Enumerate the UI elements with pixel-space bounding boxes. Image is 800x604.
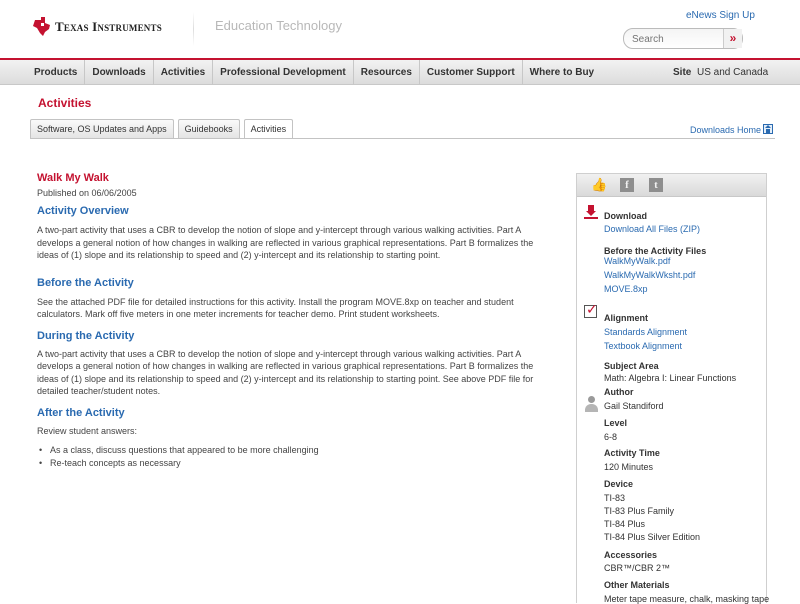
activity-title: Walk My Walk (37, 172, 109, 184)
device-item: TI-84 Plus Silver Edition (604, 532, 701, 542)
download-all-link[interactable]: Download All Files (ZIP) (604, 224, 701, 234)
during-heading: During the Activity (37, 329, 135, 342)
tab-divider (30, 138, 775, 139)
textbook-alignment-link[interactable]: Textbook Alignment (604, 341, 683, 351)
tab-bar (30, 119, 297, 138)
before-heading: Before the Activity (37, 276, 134, 289)
file-link-move-8xp[interactable]: MOVE.8xp (604, 284, 648, 294)
nav-activities[interactable]: Activities (154, 60, 213, 85)
download-icon-base (584, 217, 598, 219)
thumbs-up-icon[interactable]: 👍 (591, 177, 608, 192)
before-files-heading: Before the Activity Files (604, 246, 707, 256)
nav-resources[interactable]: Resources (354, 60, 420, 85)
device-item: TI-84 Plus (604, 519, 646, 529)
ti-logo[interactable] (33, 17, 162, 37)
after-heading: After the Activity (37, 406, 125, 419)
page-title: Activities (38, 96, 92, 110)
author-icon (584, 396, 598, 412)
download-heading: Download (604, 211, 647, 221)
nav-professional-development[interactable]: Professional Development (213, 60, 354, 85)
list-item: • As a class, discuss questions that appeared to be more challenging (37, 444, 537, 457)
search-button[interactable]: » (723, 29, 742, 48)
time-value: 120 Minutes (604, 462, 654, 472)
home-icon[interactable] (763, 124, 773, 134)
enews-signup-link[interactable]: eNews Sign Up (686, 10, 755, 21)
author-heading: Author (604, 387, 634, 397)
device-item: TI-83 (604, 493, 626, 503)
texas-state-icon (33, 17, 51, 37)
after-list (37, 444, 537, 469)
time-heading: Activity Time (604, 448, 660, 458)
nav-products[interactable]: Products (27, 60, 85, 85)
section-name: Education Technology (215, 18, 342, 33)
downloads-home-link[interactable]: Downloads Home (690, 125, 762, 135)
main-nav (0, 58, 800, 85)
tab-activities[interactable]: Activities (244, 119, 294, 139)
author-value: Gail Standiford (604, 401, 664, 411)
share-bar (577, 174, 766, 197)
nav-customer-support[interactable]: Customer Support (420, 60, 523, 85)
file-link-wksht-pdf[interactable]: WalkMyWalkWksht.pdf (604, 270, 696, 280)
search-input[interactable] (632, 32, 722, 46)
published-date: Published on 06/06/2005 (37, 188, 137, 198)
activity-content (37, 172, 537, 469)
header-divider (193, 12, 194, 46)
tab-guidebooks[interactable]: Guidebooks (178, 119, 240, 138)
device-item: TI-83 Plus Family (604, 506, 675, 516)
twitter-icon[interactable]: t (649, 178, 663, 192)
site-header (0, 0, 800, 58)
level-heading: Level (604, 418, 628, 428)
before-text: See the attached PDF file for detailed instructions for this activity. Install the program MOVE.8xp on teacher and student calculators. Mark off five meters in one meter increments for teacher demo. Print student worksheets. (37, 296, 514, 319)
level-value: 6-8 (604, 432, 618, 442)
during-text: A two-part activity that uses a CBR to develop the notion of slope and y-intercept through various walking activities. Part A develops a general notion of how changes in walking are reflected in various graphical representations. Part B formalizes the ideas of (1) slope and its relationship to speed and (2) y-intercept and its relationship to starting point. See above PDF file for detailed teacher/student notes. (37, 348, 534, 396)
list-item: • Re-teach concepts as necessary (37, 457, 537, 470)
device-heading: Device (604, 479, 634, 489)
overview-text: A two-part activity that uses a CBR to develop the notion of slope and y-intercept through various walking activities. Part A develops a general notion of how changes in walking are reflected in various graphical representations. Part B formalizes the ideas of (1) slope and its relationship to speed and (2) y-intercept and its relationship to starting point. (37, 225, 534, 260)
subject-heading: Subject Area (604, 361, 659, 371)
file-link-walkmywalk-pdf[interactable]: WalkMyWalk.pdf (604, 256, 671, 266)
other-materials-value: Meter tape measure, chalk, masking tape (604, 594, 770, 604)
activity-sidebar (576, 173, 770, 604)
tab-software[interactable]: Software, OS Updates and Apps (30, 119, 174, 138)
accessories-value: CBR™/CBR 2™ (604, 563, 671, 573)
search-box (623, 28, 743, 49)
site-label: Site (673, 67, 692, 78)
after-text: Review student answers: (37, 425, 138, 436)
subject-value: Math: Algebra I: Linear Functions (604, 373, 737, 383)
standards-alignment-link[interactable]: Standards Alignment (604, 327, 688, 337)
alignment-heading: Alignment (604, 313, 648, 323)
logo-text: Texas Instruments (55, 19, 162, 34)
other-materials-heading: Other Materials (604, 580, 670, 590)
site-selector[interactable]: US and Canada (697, 67, 769, 78)
accessories-heading: Accessories (604, 550, 658, 560)
checkbox-check-icon: ✓ (586, 301, 598, 317)
facebook-icon[interactable]: f (620, 178, 634, 192)
nav-where-to-buy[interactable]: Where to Buy (529, 67, 595, 78)
overview-heading: Activity Overview (37, 205, 129, 217)
nav-downloads[interactable]: Downloads (85, 60, 153, 85)
